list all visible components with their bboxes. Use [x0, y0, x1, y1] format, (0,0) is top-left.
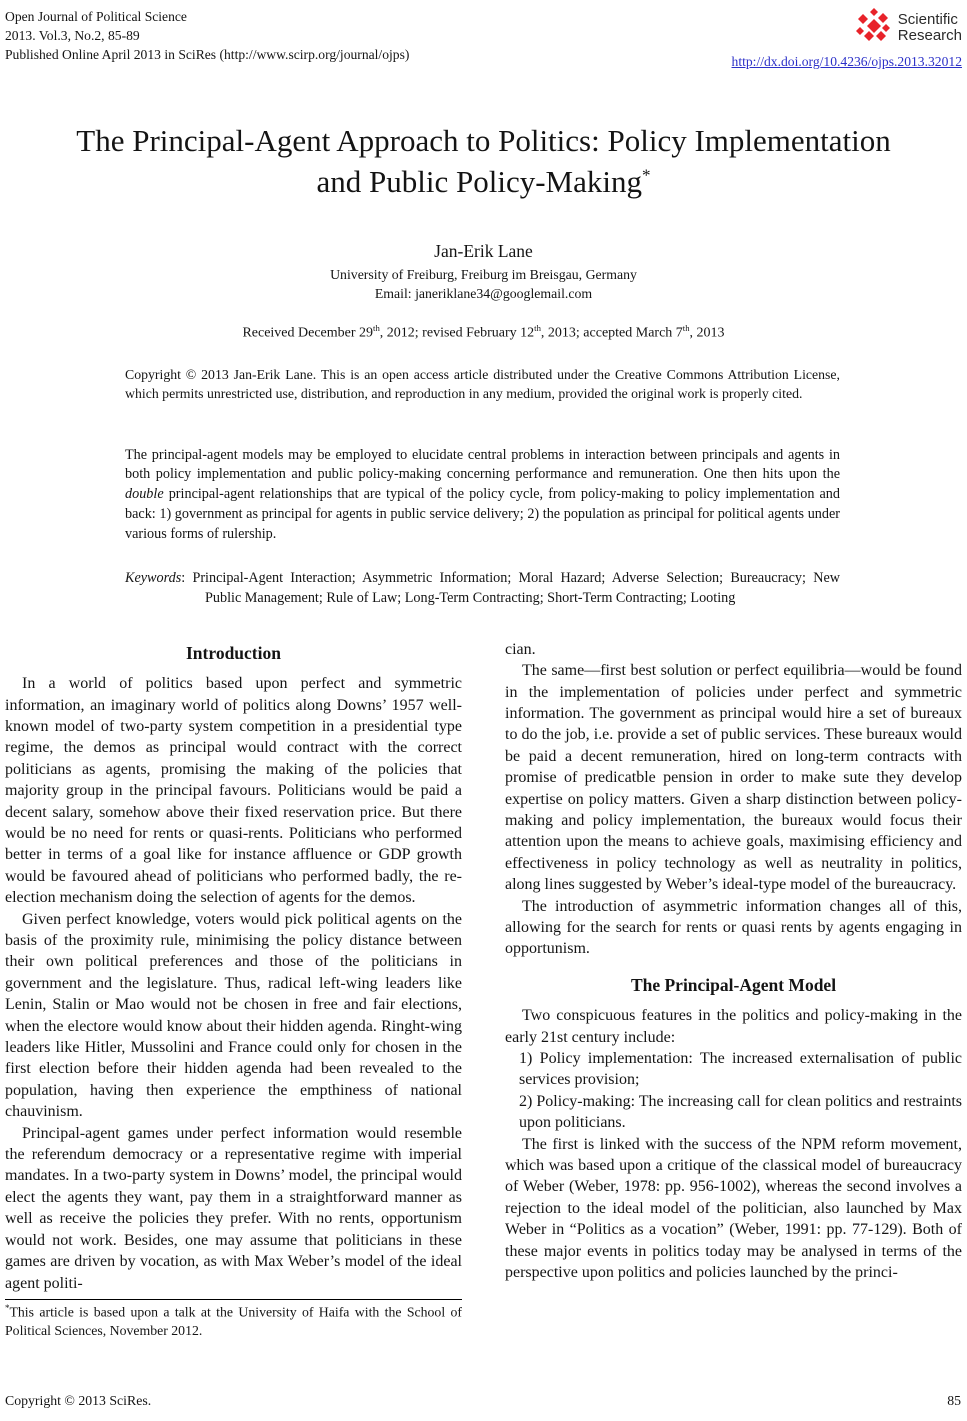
doi-link[interactable]: http://dx.doi.org/10.4236/ojps.2013.32012 [731, 54, 962, 69]
paragraph: The first is linked with the success of the NPM reform movement, which was based upon a critique of the classical model of bureaucracy of Weber (Weber, 1978: pp. 956-1002), whereas the second involves a rejection to the ideal model of the politician, also launched by Max Weber in “Politics as a vocation” (Weber, 1991: pp. 77-129). Both of these major events in politics today may be analysed in terms of the perspective upon politics and policies launched by the princi- [505, 1135, 962, 1282]
journal-published-line: Published Online April 2013 in SciRes (http://www.scirp.org/journal/ojps) [5, 47, 410, 63]
paragraph: Two conspicuous features in the politics and policy-making in the early 21st century include: [505, 1007, 962, 1046]
journal-issue: 2013. Vol.3, No.2, 85-89 [5, 28, 140, 44]
page-number: 85 [947, 1393, 961, 1408]
author-name: Jan-Erik Lane [434, 240, 533, 261]
paragraph: In a world of politics based upon perfect and symmetric information, an imaginary world of politics along Downs’ 1957 well-known model of two-party system competition in a presidential type regime, the demos as principal would contract with the correct politicians as agents, promising the making of the policies that majority group in the principal favours. Politicians would be paid a decent salary, somehow above their fixed reservation price. But there would be no need for rents or quasi-rents. Politicians who performed better in terms of a goal like for instance affluence or GDP growth would be favoured ahead of politicians who performed badly, the re-election mechanism doing the selection of agents for the demos. [5, 675, 462, 907]
article-title-line1: The Principal-Agent Approach to Politics: Policy Implementation [76, 123, 891, 158]
paragraph: Principal-agent games under perfect information would resemble the referendum democracy or a representative regime with imperial mandates. In a two-party system in Downs’ model, the principal would elect the agents they want, pay them in a straightforward manner as well as receive the policies they prefer. With no rents, opportunism would not work. Besides, one may assume that politicians in these games are driven by vocation, as with Max Weber’s model of the ideal agent politi- [5, 1124, 462, 1292]
paragraph: The same—first best solution or perfect equilibria—would be found in the implementation of policies under perfect and symmetric information. The government as principal would hire a set of bureaux to do the job, i.e. provide a set of public services. These bureaux would be paid a decent remuneration, hired on long-term contracts with promise of predicatble pension in order to make sute they develop expertise on policy matters. Given a sharp distinction between policy-making and policy implementation, the bureaux would focus their attention upon the means to achieve goals, maximising efficiency and effectiveness in policy technology as well as neutrality in politics, along lines suggested by Weber’s ideal-type model of the bureaucracy. [505, 662, 962, 894]
license-notice: Copyright © 2013 Jan-Erik Lane. This is an open access article distributed under the Creative Commons Attribution License, which permits unrestricted use, distribution, and reproduction in any medium, provided the original work is properly cited. [125, 367, 840, 401]
abstract-italic-word: double [125, 486, 164, 503]
article-body [5, 639, 962, 1340]
logo-word-scientific: Scientific [897, 10, 958, 28]
journal-info [5, 7, 409, 64]
title-footnote-marker: * [641, 165, 651, 185]
paragraph: Given perfect knowledge, voters would pick political agents on the basis of the proximity rule, minimising the policy distance between their own political preferences and those of the politicians in government and the legislature. Thus, radical left-wing leaders like Lenin, Stalin or Mao would not be chosen in free and fair elections, when the electore would know about their hidden agenda. Ringht-wing leaders like Hitler, Mussolini and France could only for chosen in the first election before their hidden agenda had been revealed to the population, having then experience the empthiness of national chauvinism. [5, 910, 462, 1121]
abstract: The principal-agent models may be employed to elucidate central problems in interaction between principals and agents in both policy implementation and public policy-making concerning performance and remuneration. One then hits upon the double principal-agent relationships that are typical of the policy cycle, from policy-making to policy implementation and back: 1) government as principal for agents in public service delivery; 2) the population as principal for political agents under various forms of rulership. [125, 446, 840, 543]
received-line: Received December 29th, 2012; revised February 12th, 2013; accepted March 7th, 2013 [242, 323, 725, 342]
scires-diamonds-icon [850, 7, 894, 48]
page-footer [5, 1393, 961, 1409]
section-heading-principal-agent-model: The Principal-Agent Model [630, 974, 837, 995]
publisher-logo [732, 7, 962, 48]
footnote-marker: * [5, 1302, 10, 1313]
header-right [732, 7, 962, 71]
logo-word-research: Research [897, 26, 962, 44]
keywords-list: Principal-Agent Interaction; Asymmetric Information; Moral Hazard; Adverse Selection; Bureaucracy; New Public Management; Rule of Law; Long-Term Contracting; Short-Term Contracting; Looting [192, 569, 840, 606]
journal-title: Open Journal of Political Science [5, 9, 187, 24]
footer-copyright: Copyright © 2013 SciRes. [5, 1393, 152, 1408]
paragraph-continuation: cian. [505, 640, 536, 658]
article-footnote: *This article is based upon a talk at the University of Haifa with the School of Political Sciences, November 2012. [5, 1299, 462, 1340]
right-column [505, 639, 962, 1284]
left-column [5, 639, 462, 1340]
publisher-logo-text [898, 12, 962, 44]
section-heading-introduction: Introduction [186, 642, 281, 663]
keywords: Keywords: Principal-Agent Interaction; Asymmetric Information; Moral Hazard; Adverse Selection; Bureaucracy; New Public Management; Rule of Law; Long-Term Contracting; Short-Term Contracting; Looting [125, 569, 840, 606]
numbered-item: 1) Policy implementation: The increased externalisation of public services provision; [519, 1050, 962, 1089]
article-title [5, 121, 962, 203]
article-title-line2: and Public Policy-Making [316, 163, 642, 199]
author-affiliation: University of Freiburg, Freiburg im Breisgau, Germany [330, 266, 637, 282]
paragraph: The introduction of asymmetric information changes all of this, allowing for the search for rents or quasi rents by agents engaging in opportunism. [505, 897, 962, 958]
author-block [5, 241, 962, 304]
numbered-item: 2) Policy-making: The increasing call for clean politics and restraints upon politicians. [519, 1092, 962, 1132]
author-email: Email: janeriklane34@googlemail.com [374, 286, 593, 302]
page-header [5, 7, 962, 71]
keywords-label: Keywords [125, 569, 182, 586]
